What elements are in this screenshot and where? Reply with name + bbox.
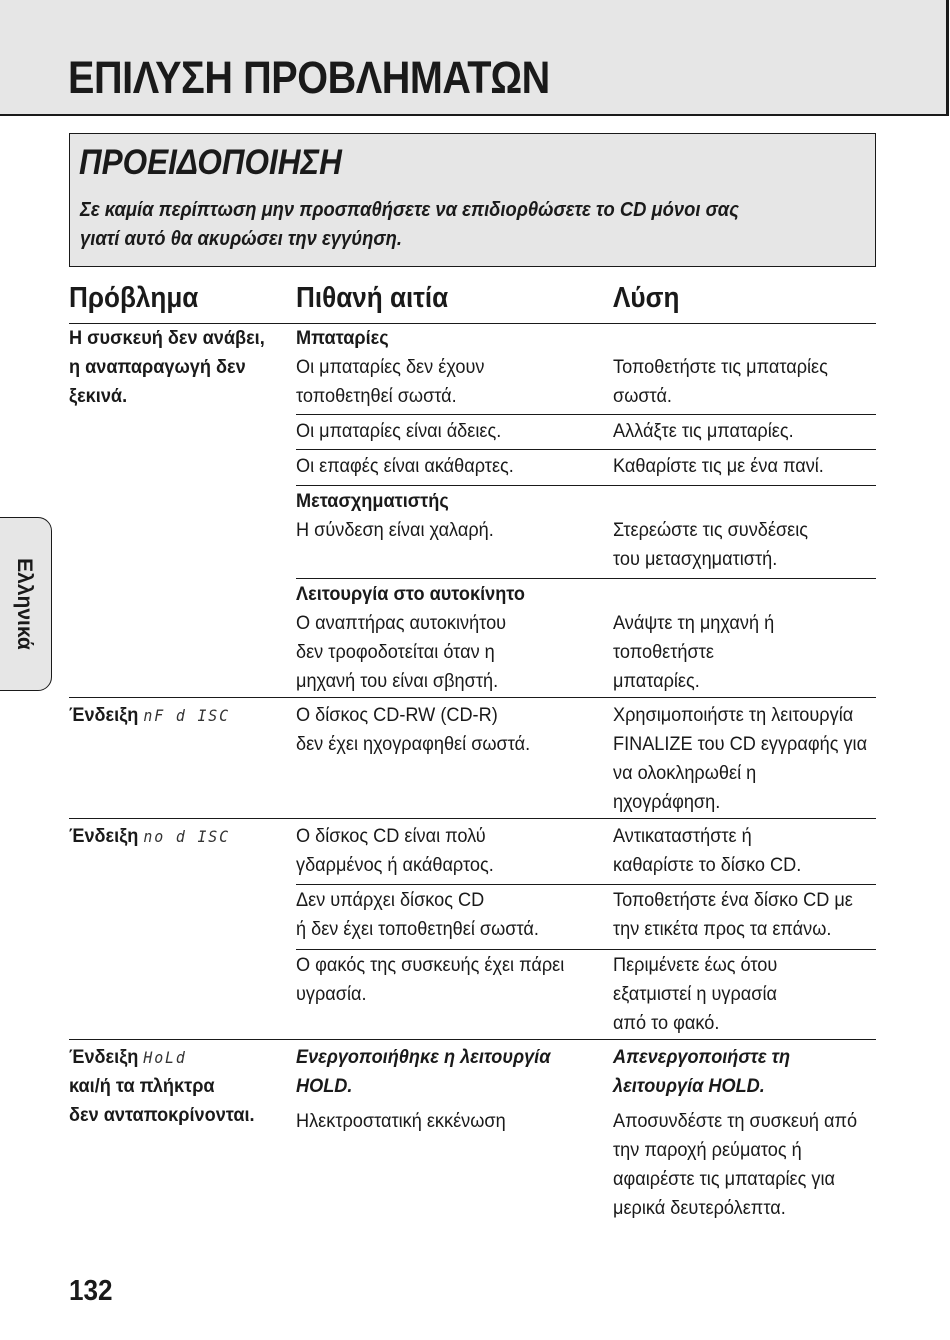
warning-box — [69, 133, 876, 267]
solution-text: Περιμένετε έως ότου εξατμιστεί η υγρασία από το φακό. — [613, 954, 778, 1034]
column-header-solution: Λύση — [613, 282, 680, 314]
problem-no-disc — [69, 822, 230, 851]
row-divider — [296, 884, 876, 885]
problem-nf-disc — [69, 701, 230, 730]
problem-prefix: Ένδειξη — [69, 704, 139, 726]
page-number: 132 — [69, 1275, 113, 1307]
cause-text: Ο δίσκος CD είναι πολύ γδαρμένος ή ακάθαρτος. — [296, 825, 494, 876]
column-header-problem: Πρόβλημα — [69, 282, 199, 314]
problem-hold — [69, 1043, 187, 1072]
solution-text: Αποσυνδέστε τη συσκευή από την παροχή ρεύματος ή αφαιρέστε τις μπαταρίες για μερικά δευτερόλεπτα. — [613, 1110, 858, 1219]
cause-text: Οι επαφές είναι ακάθαρτες. — [296, 455, 514, 477]
solution-text: Τοποθετήστε τις μπαταρίες σωστά. — [613, 356, 828, 407]
row-divider — [69, 1039, 876, 1040]
row-divider — [296, 414, 876, 415]
row-divider — [296, 949, 876, 950]
solution-text: Αντικαταστήστε ή καθαρίστε το δίσκο CD. — [613, 825, 802, 876]
row-divider — [296, 449, 876, 450]
cause-text: Ο δίσκος CD-RW (CD-R) δεν έχει ηχογραφηθεί σωστά. — [296, 704, 531, 755]
row-divider — [69, 818, 876, 819]
cause-text: Ηλεκτροστατική εκκένωση — [296, 1110, 506, 1132]
language-tab-label: Ελληνικά — [13, 558, 36, 650]
cause-text: Ο φακός της συσκευής έχει πάρει υγρασία. — [296, 954, 565, 1005]
problem-prefix: Ένδειξη — [69, 825, 139, 847]
solution-text: Χρησιμοποιήστε τη λειτουργία FINALIZE του CD εγγραφής για να ολοκληρωθεί η ηχογράφηση. — [613, 704, 868, 813]
cause-group-car: Λειτουργία στο αυτοκίνητο — [296, 583, 525, 605]
problem-prefix: Ένδειξη — [69, 1046, 139, 1068]
solution-text: Στερεώστε τις συνδέσεις του μετασχηματιστή. — [613, 519, 809, 570]
language-tab — [0, 517, 52, 691]
cause-text: Ενεργοποιήθηκε η λειτουργία HOLD. — [296, 1046, 551, 1097]
problem-hold-detail: και/ή τα πλήκτρα δεν ανταποκρίνονται. — [69, 1075, 255, 1126]
cause-text: Οι μπαταρίες δεν έχουν τοποθετηθεί σωστά. — [296, 356, 485, 407]
column-header-cause: Πιθανή αιτία — [296, 282, 449, 314]
cause-group-batteries: Μπαταρίες — [296, 327, 389, 349]
problem-no-power: Η συσκευή δεν ανάβει, η αναπαραγωγή δεν ξεκινά. — [69, 327, 265, 407]
cause-text: Ο αναπτήρας αυτοκινήτου δεν τροφοδοτείται όταν η μηχανή του είναι σβηστή. — [296, 612, 507, 692]
row-divider — [69, 697, 876, 698]
solution-text: Καθαρίστε τις με ένα πανί. — [613, 455, 824, 477]
row-divider — [296, 578, 876, 579]
cause-group-adapter: Μετασχηματιστής — [296, 490, 449, 512]
solution-text: Αλλάξτε τις μπαταρίες. — [613, 420, 794, 442]
solution-text: Απενεργοποιήστε τη λειτουργία HOLD. — [613, 1046, 791, 1097]
cause-text: Η σύνδεση είναι χαλαρή. — [296, 519, 494, 541]
page-title: ΕΠΙΛΥΣΗ ΠΡΟΒΛΗΜΑΤΩΝ — [68, 52, 550, 103]
warning-title: ΠΡΟΕΙΔΟΠΟΙΗΣΗ — [79, 143, 342, 182]
solution-text: Τοποθετήστε ένα δίσκο CD με την ετικέτα προς τα επάνω. — [613, 889, 853, 940]
lcd-display-text: nF d ISC — [143, 706, 230, 725]
warning-text: Σε καμία περίπτωση μην προσπαθήσετε να επιδιορθώσετε το CD μόνοι σας γιατί αυτό θα ακυρώσει την εγγύηση. — [80, 199, 739, 250]
lcd-display-text: no d ISC — [143, 827, 230, 846]
row-divider — [296, 485, 876, 486]
cause-text: Δεν υπάρχει δίσκος CD ή δεν έχει τοποθετηθεί σωστά. — [296, 889, 539, 940]
cause-text: Οι μπαταρίες είναι άδειες. — [296, 420, 502, 442]
solution-text: Ανάψτε τη μηχανή ή τοποθετήστε μπαταρίες. — [613, 612, 775, 692]
lcd-display-text: HoLd — [143, 1048, 187, 1067]
